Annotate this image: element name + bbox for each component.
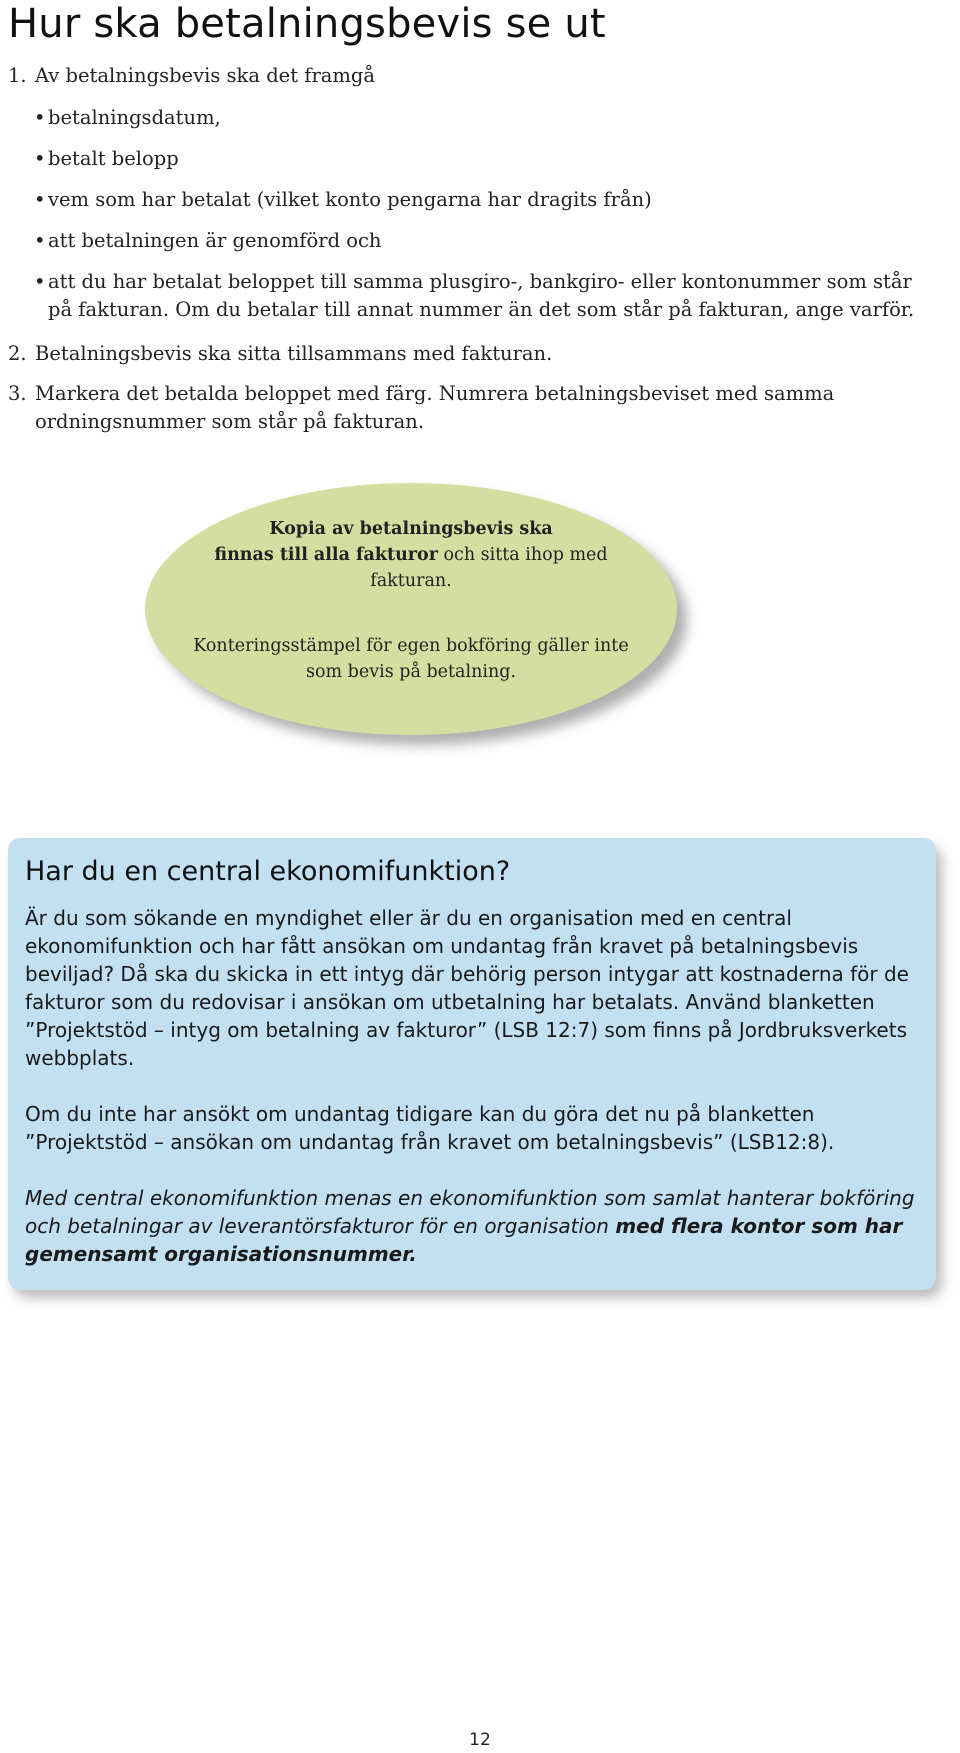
infobox-paragraph-line: fakturor som du redovisar i ansökan om utbetalning har betalats. Använd blanketten <box>25 990 875 1014</box>
bullet-item <box>34 227 382 255</box>
bullet-text: vem som har betalat (vilket konto pengarna har dragits från) <box>48 188 652 211</box>
bullet-text: betalningsdatum, <box>48 106 221 129</box>
bullet-item <box>34 268 912 296</box>
infobox-paragraph-line: Om du inte har ansökt om undantag tidigare kan du göra det nu på blanketten <box>25 1102 815 1126</box>
list-number: 2. <box>8 342 27 365</box>
list-item-text: Markera det betalda beloppet med färg. Numrera betalningsbeviset med samma <box>35 382 835 405</box>
bullet-continuation: på fakturan. Om du betalar till annat nummer än det som står på fakturan, ange varför. <box>48 298 915 321</box>
infobox-definition-line <box>25 1240 417 1268</box>
bullet-text: att betalningen är genomförd och <box>48 229 382 252</box>
infobox-definition-line <box>25 1212 902 1240</box>
infobox-heading: Har du en central ekonomifunktion? <box>25 856 511 887</box>
list-item-2 <box>8 340 552 368</box>
callout-line-4: Konteringsstämpel för egen bokföring gäller inte <box>193 636 629 656</box>
bullet-glyph: • <box>34 229 46 252</box>
callout-bold-text: Kopia av betalningsbevis ska <box>269 519 553 539</box>
infobox <box>8 838 936 1290</box>
bullet-text: att du har betalat beloppet till samma plusgiro-, bankgiro- eller kontonummer som står <box>48 270 912 293</box>
list-item-text: Av betalningsbevis ska det framgå <box>35 64 376 87</box>
callout-text: och sitta ihop med <box>437 545 608 565</box>
list-item-continuation: ordningsnummer som står på fakturan. <box>35 410 425 433</box>
list-number: 1. <box>8 64 27 87</box>
list-item-1 <box>8 62 375 90</box>
callout-ellipse <box>145 483 677 735</box>
bullet-glyph: • <box>34 106 46 129</box>
bullet-glyph: • <box>34 147 46 170</box>
callout-line-2 <box>145 542 677 568</box>
definition-text: och betalningar av leverantörsfakturor för en organisation <box>25 1214 616 1238</box>
callout-line-5: som bevis på betalning. <box>306 662 516 682</box>
infobox-definition-line: Med central ekonomifunktion menas en ekonomifunktion som samlat hanterar bokföring <box>25 1186 915 1210</box>
infobox-paragraph-line: ”Projektstöd – intyg om betalning av fakturor” (LSB 12:7) som finns på Jordbruksverkets <box>25 1018 908 1042</box>
callout-bold-text: finnas till alla fakturor <box>214 545 438 565</box>
definition-bold-text: gemensamt organisationsnummer. <box>25 1242 417 1266</box>
bullet-text: betalt belopp <box>48 147 179 170</box>
definition-bold-text: med flera kontor som har <box>615 1214 903 1238</box>
infobox-paragraph-line: ”Projektstöd – ansökan om undantag från kravet om betalningsbevis” (LSB12:8). <box>25 1130 835 1154</box>
bullet-glyph: • <box>34 270 46 293</box>
bullet-glyph: • <box>34 188 46 211</box>
infobox-paragraph-line: webbplats. <box>25 1046 135 1070</box>
infobox-paragraph-line: ekonomifunktion och har fått ansökan om undantag från kravet på betalningsbevis <box>25 934 859 958</box>
list-item-text: Betalningsbevis ska sitta tillsammans med fakturan. <box>35 342 553 365</box>
bullet-item <box>34 104 221 132</box>
bullet-item <box>34 186 652 214</box>
infobox-paragraph-line: beviljad? Då ska du skicka in ett intyg där behörig person intygar att kostnaderna för de <box>25 962 909 986</box>
page-number: 12 <box>469 1730 491 1750</box>
bullet-item <box>34 145 179 173</box>
callout-line-3: fakturan. <box>370 571 452 591</box>
infobox-paragraph-line: Är du som sökande en myndighet eller är du en organisation med en central <box>25 906 792 930</box>
list-number: 3. <box>8 382 27 405</box>
callout-line-1 <box>145 516 677 542</box>
page-title: Hur ska betalningsbevis se ut <box>8 1 606 47</box>
list-item-3 <box>8 380 834 408</box>
